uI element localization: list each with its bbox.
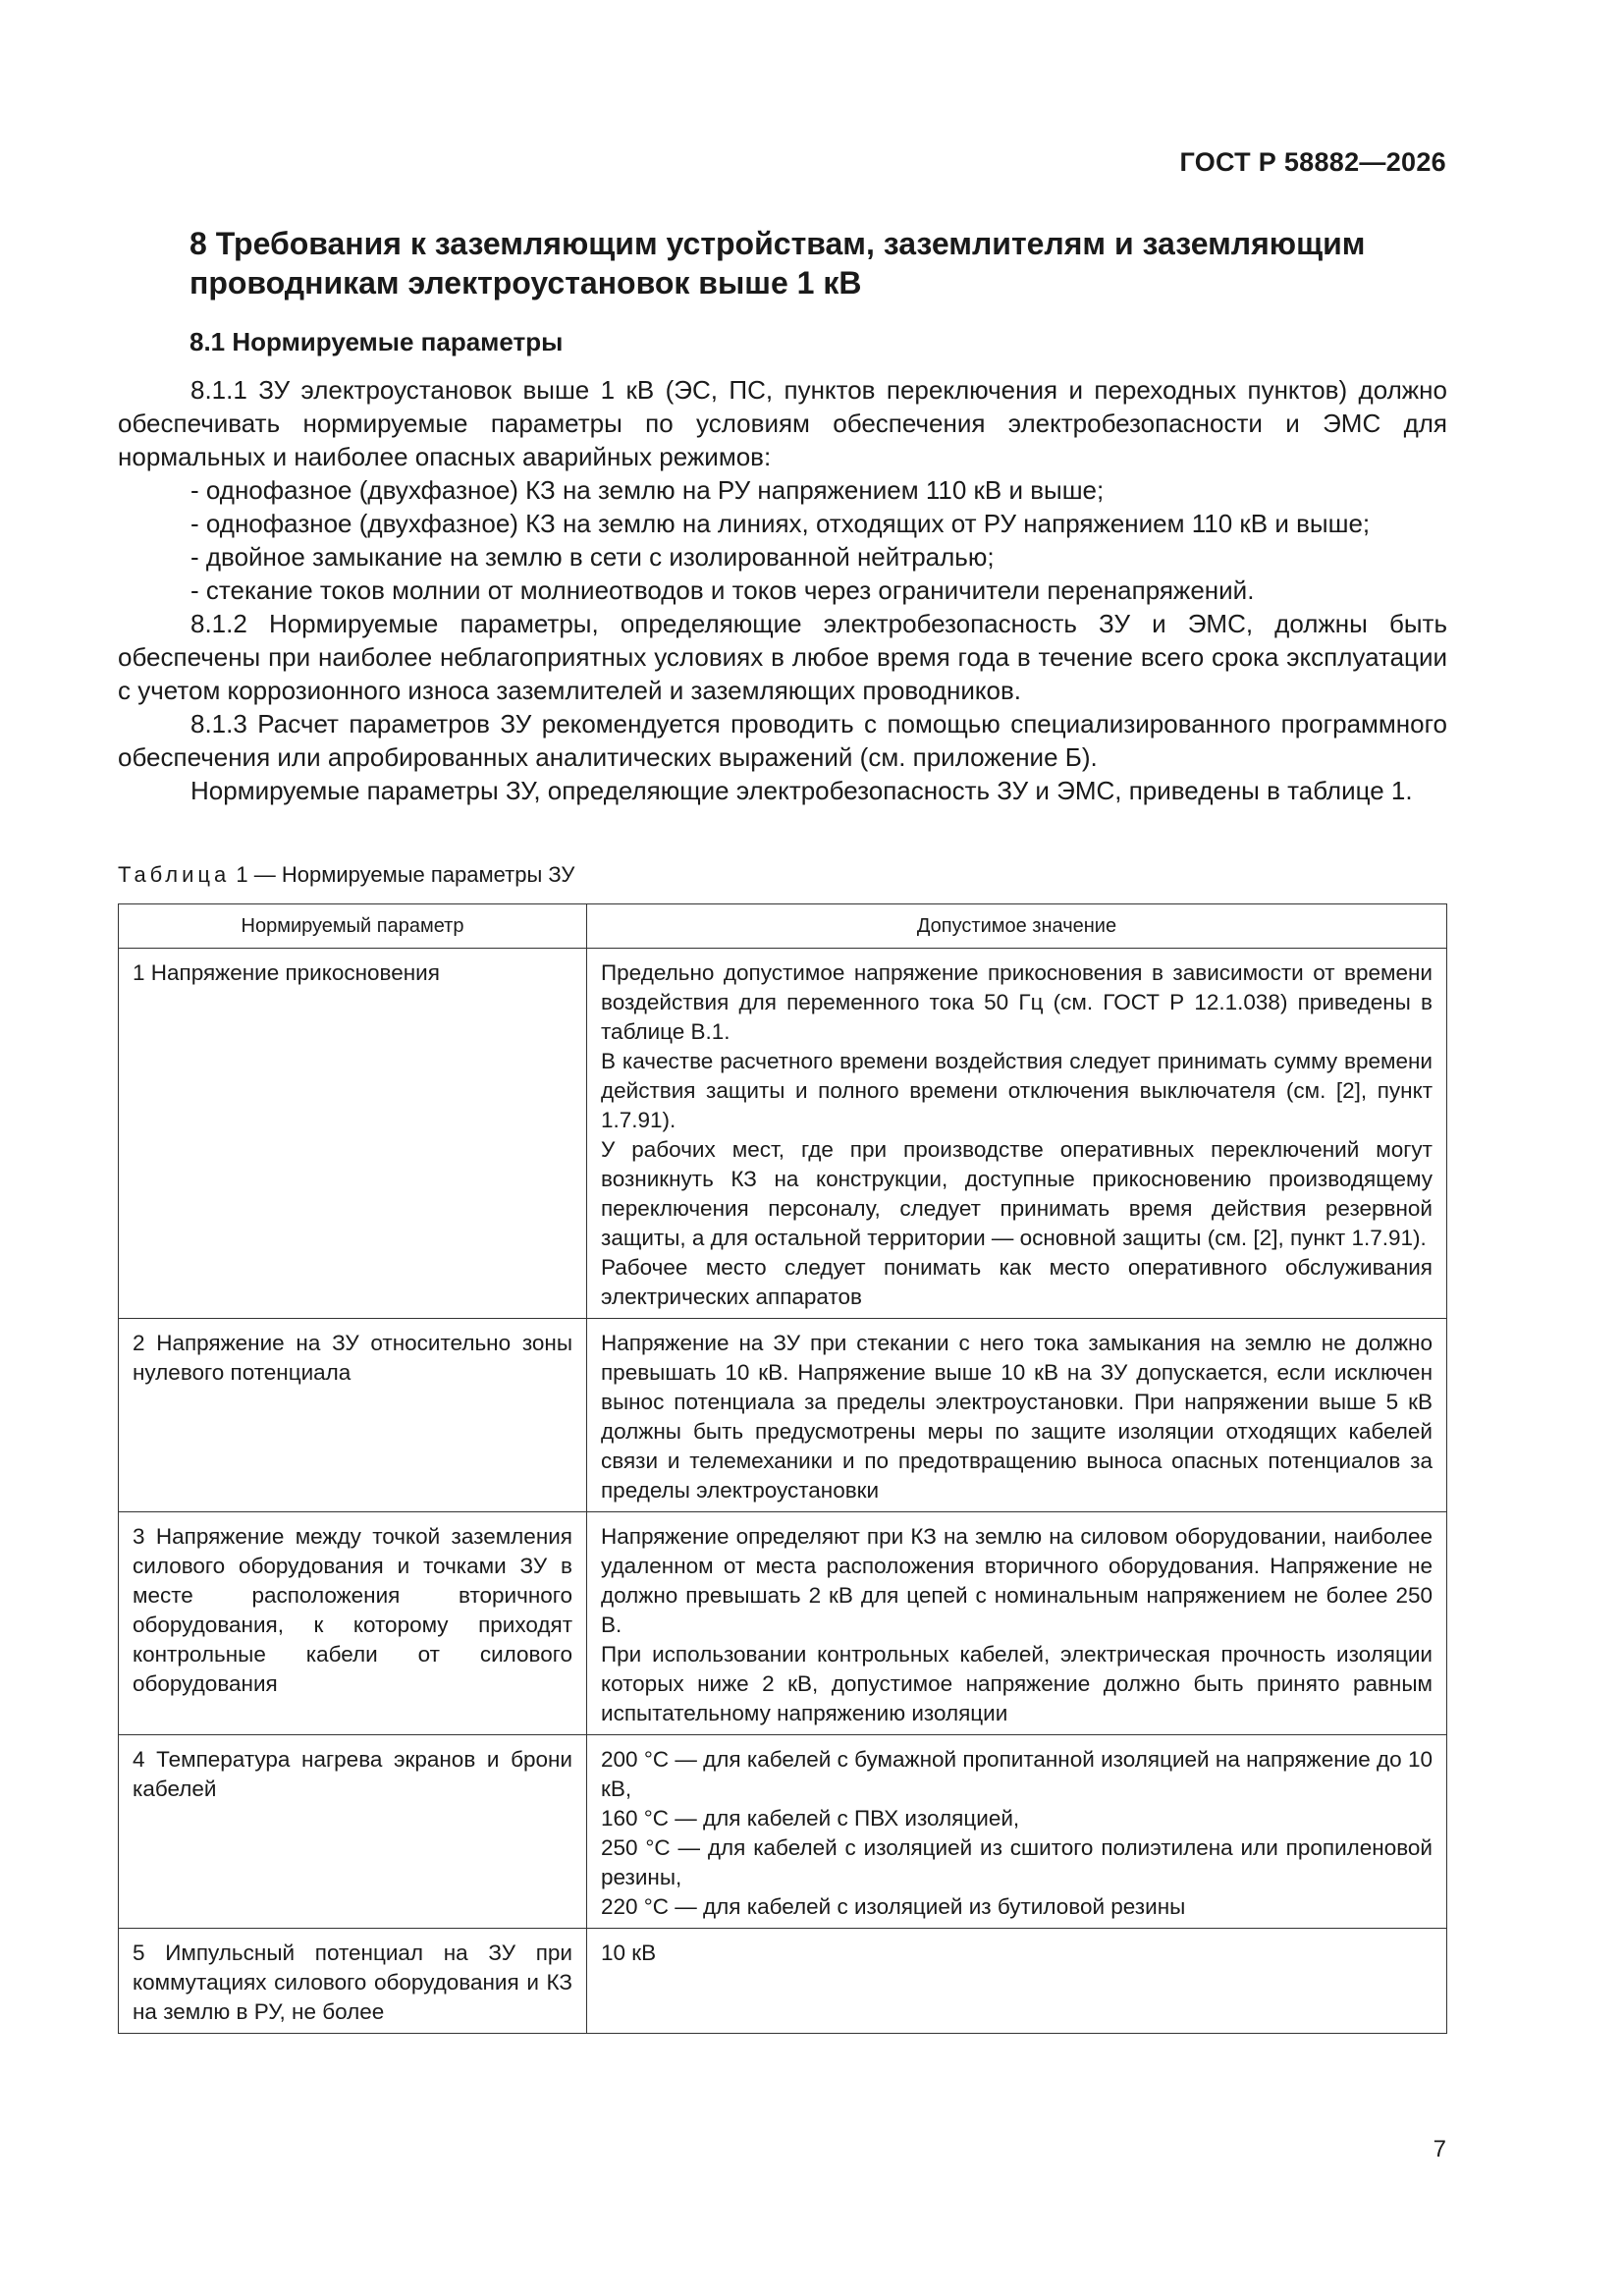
value-paragraph: Рабочее место следует понимать как место оперативного обслуживания электрических аппаратов: [601, 1255, 1433, 1309]
parameter-cell: 5 Импульсный потенциал на ЗУ при коммутациях силового оборудования и КЗ на землю в РУ, не более: [119, 1929, 587, 2034]
value-paragraph: 220 °С — для кабелей с изоляцией из бутиловой резины: [601, 1894, 1186, 1919]
value-paragraph: В качестве расчетного времени воздействия следует принимать сумму времени действия защиты и полного времени отключения выключателя (см. [2], пункт 1.7.91).: [601, 1049, 1433, 1132]
parameters-table: [118, 903, 1447, 2034]
subsection-title: 8.1 Нормируемые параметры: [189, 327, 564, 356]
value-paragraph: При использовании контрольных кабелей, электрическая прочность изоляции которых ниже 2 кВ, допустимое напряжение должно быть принято равным испытательному напряжению изоляции: [601, 1642, 1433, 1725]
standard-code: ГОСТ Р 58882—2026: [1179, 147, 1446, 177]
value-cell: [587, 1735, 1447, 1929]
section-title: 8 Требования к заземляющим устройствам, заземлителям и заземляющим проводникам электроустановок выше 1 кВ: [189, 226, 1366, 301]
list-item: - однофазное (двухфазное) КЗ на землю на линиях, отходящих от РУ напряжением 110 кВ и выше;: [190, 509, 1371, 538]
table-header-row: [119, 904, 1447, 949]
table-caption: [118, 862, 574, 888]
value-cell: [587, 1929, 1447, 2034]
parameter-cell: 1 Напряжение прикосновения: [119, 949, 587, 1319]
parameter-cell: 2 Напряжение на ЗУ относительно зоны нулевого потенциала: [119, 1319, 587, 1512]
table-row: [119, 1735, 1447, 1929]
list-item: - однофазное (двухфазное) КЗ на землю на РУ напряжением 110 кВ и выше;: [190, 475, 1105, 505]
table-caption-text: 1 — Нормируемые параметры ЗУ: [236, 862, 575, 887]
table-row: [119, 1929, 1447, 2034]
parameter-cell: 3 Напряжение между точкой заземления силового оборудования и точками ЗУ в месте расположения вторичного оборудования, к которому приходят контрольные кабели от силового оборудования: [119, 1512, 587, 1735]
table-row: [119, 1512, 1447, 1735]
table-row: [119, 949, 1447, 1319]
column-header-value: Допустимое значение: [587, 904, 1447, 949]
value-paragraph: У рабочих мест, где при производстве оперативных переключений могут возникнуть КЗ на конструкции, доступные прикосновению производящему переключения персоналу, следует принимать время действия резервной защиты, а для остальной территории — основной защиты (см. [2], пункт 1.7.91).: [601, 1137, 1433, 1250]
value-cell: [587, 949, 1447, 1319]
list-item: - двойное замыкание на землю в сети с изолированной нейтралью;: [190, 542, 995, 572]
value-paragraph: Напряжение определяют при КЗ на землю на силовом оборудовании, наиболее удаленном от места расположения вторичного оборудования. Напряжение не должно превышать 2 кВ для цепей с номинальным напряжением не более 250 В.: [601, 1524, 1433, 1637]
value-paragraph: Предельно допустимое напряжение прикосновения в зависимости от времени воздействия для переменного тока 50 Гц (см. ГОСТ Р 12.1.038) приведены в таблице В.1.: [601, 960, 1433, 1044]
paragraph-8-1-2: 8.1.2 Нормируемые параметры, определяющие электробезопасность ЗУ и ЭМС, должны быть обеспечены при наиболее неблагоприятных условиях в любое время года в течение всего срока эксплуатации с учетом коррозионного износа заземлителей и заземляющих проводников.: [118, 609, 1447, 705]
page-number: 7: [1433, 2136, 1446, 2162]
paragraph-8-1-3: 8.1.3 Расчет параметров ЗУ рекомендуется проводить с помощью специализированного программного обеспечения или апробированных аналитических выражений (см. приложение Б).: [118, 709, 1447, 772]
value-paragraph: 200 °С — для кабелей с бумажной пропитанной изоляцией на напряжение до 10 кВ,: [601, 1747, 1433, 1801]
value-cell: [587, 1319, 1447, 1512]
paragraph-8-1-1: 8.1.1 ЗУ электроустановок выше 1 кВ (ЭС, ПС, пунктов переключения и переходных пунктов) должно обеспечивать нормируемые параметры по условиям обеспечения электробезопасности и ЭМС для нормальных и наиболее опасных аварийных режимов:: [118, 375, 1447, 471]
value-paragraph: 10 кВ: [601, 1941, 657, 1965]
list-item: - стекание токов молнии от молниеотводов и токов через ограничители перенапряжений.: [190, 575, 1255, 605]
body-text: [118, 373, 1447, 807]
value-paragraph: 250 °С — для кабелей с изоляцией из сшитого полиэтилена или пропиленовой резины,: [601, 1835, 1433, 1889]
value-paragraph: Напряжение на ЗУ при стекании с него тока замыкания на землю не должно превышать 10 кВ. Напряжение выше 10 кВ на ЗУ допускается, если исключен вынос потенциала за пределы электроустановки. При напряжении выше 5 кВ должны быть предусмотрены меры по защите изоляции отходящих кабелей связи и телемеханики и по предотвращению выноса опасных потенциалов за пределы электроустановки: [601, 1331, 1433, 1503]
table-caption-word: Таблица: [118, 862, 231, 887]
paragraph-table-reference: Нормируемые параметры ЗУ, определяющие электробезопасность ЗУ и ЭМС, приведены в таблице 1.: [190, 776, 1413, 805]
table-row: [119, 1319, 1447, 1512]
value-paragraph: 160 °С — для кабелей с ПВХ изоляцией,: [601, 1806, 1020, 1831]
value-cell: [587, 1512, 1447, 1735]
parameter-cell: 4 Температура нагрева экранов и брони кабелей: [119, 1735, 587, 1929]
column-header-parameter: Нормируемый параметр: [119, 904, 587, 949]
